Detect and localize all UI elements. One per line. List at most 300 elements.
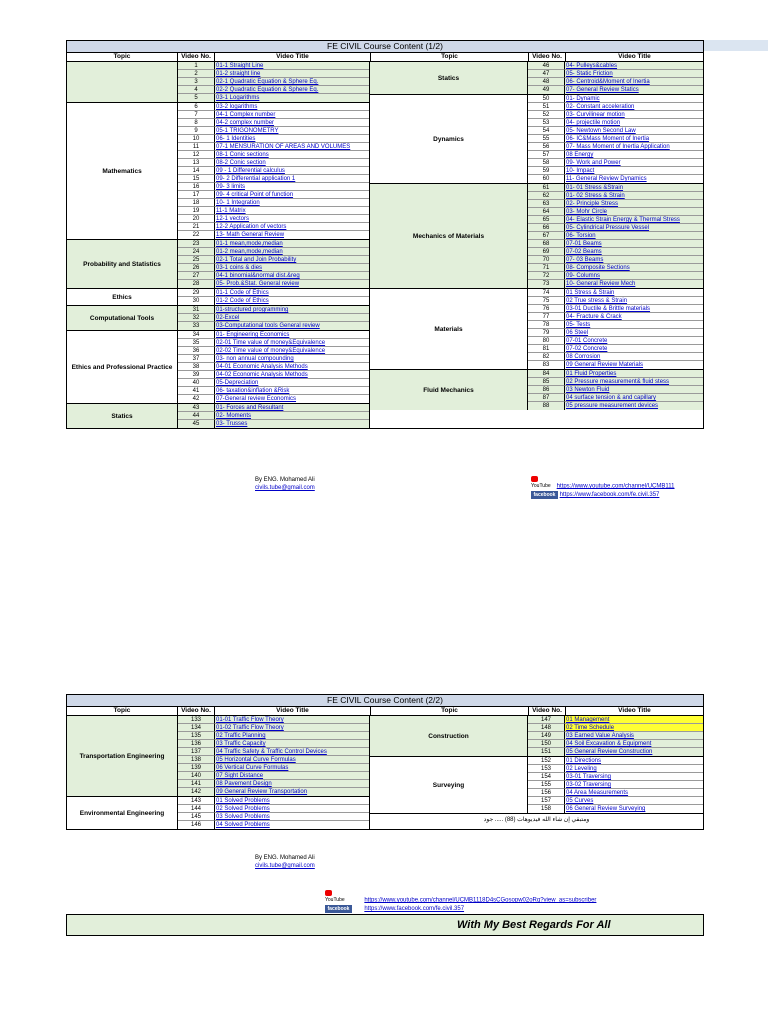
table-row xyxy=(528,305,703,313)
table-row xyxy=(178,78,369,86)
video-title-link[interactable]: 02 Solved Problems xyxy=(215,805,369,813)
topic-group xyxy=(370,95,703,184)
table-row xyxy=(528,740,703,748)
table-row xyxy=(528,208,703,216)
table-row xyxy=(528,313,703,321)
video-number: 65 xyxy=(528,216,565,224)
topic-label: Ethics xyxy=(67,289,178,305)
topic-label: Environmental Engineering xyxy=(67,797,178,829)
video-title-link[interactable]: 05 pressure measurement devices xyxy=(566,403,659,409)
video-title-link[interactable]: 03 Earned Value Analysis xyxy=(565,732,703,740)
video-title-link[interactable]: 04 Area Measurements xyxy=(565,789,703,797)
video-number: 145 xyxy=(178,813,215,821)
course-table-1 xyxy=(66,40,704,429)
col-video-no: Video No. xyxy=(529,707,566,715)
table-row xyxy=(528,240,703,248)
video-number: 143 xyxy=(178,797,215,805)
video-title-link[interactable]: 01 Solved Problems xyxy=(215,797,369,805)
video-title-link[interactable]: 01- Forces and Resultant xyxy=(215,404,369,412)
video-title-link[interactable]: 05- Tests xyxy=(565,321,703,329)
table-row xyxy=(178,159,369,167)
video-number: 48 xyxy=(528,78,565,86)
topic-group xyxy=(370,184,703,289)
video-number: 85 xyxy=(528,378,565,386)
table-row xyxy=(178,740,369,748)
table-row xyxy=(528,748,703,756)
video-title-link[interactable]: 03-1 coins & dies xyxy=(215,264,369,272)
video-title-link[interactable]: 06 Steel xyxy=(565,329,703,337)
table-row xyxy=(528,86,703,94)
video-title-link[interactable]: 09 - 1 Differential calculus xyxy=(215,167,369,175)
video-title-link[interactable]: 02-2 Quadratic Equation & Sphere Eq. xyxy=(215,86,369,94)
video-title-link[interactable]: 04 surface tension & and capillary xyxy=(565,394,703,402)
video-title-link[interactable]: 03- Trusses xyxy=(216,421,248,427)
video-title-link[interactable]: 01-1 Straight Line xyxy=(215,62,369,70)
facebook-icon[interactable]: facebook xyxy=(325,905,352,913)
table-row xyxy=(528,62,703,70)
video-title-link[interactable]: 06 Vertical Curve Formulas xyxy=(215,764,369,772)
table-row xyxy=(178,264,369,272)
video-title-link[interactable]: 01- Engineering Economics xyxy=(215,331,369,339)
video-number: 6 xyxy=(178,103,215,111)
youtube-link[interactable]: https://www.youtube.com/channel/UCMB1118D4sCGosopw02oRg?view_as=subscriber xyxy=(364,897,597,904)
table-row xyxy=(178,306,369,314)
video-title-link[interactable]: 07-01 Beams xyxy=(565,240,703,248)
video-title-link[interactable]: 04-01 Economic Analysis Methods xyxy=(215,363,369,371)
table-row xyxy=(178,127,369,135)
video-number: 155 xyxy=(528,781,565,789)
table-row xyxy=(528,119,703,127)
video-number: 157 xyxy=(528,797,565,805)
table-row xyxy=(178,716,369,724)
video-title-link[interactable]: 05 Horizontal Curve Formulas xyxy=(215,756,369,764)
video-title-link[interactable]: 07-01 Concrete xyxy=(565,337,703,345)
video-number: 152 xyxy=(528,757,565,765)
video-number: 154 xyxy=(528,773,565,781)
video-title-link[interactable]: 12-1 vectors xyxy=(215,215,369,223)
table-title: FE CIVIL Course Content (2/2) xyxy=(67,695,703,707)
video-number: 139 xyxy=(178,764,215,772)
video-number: 60 xyxy=(528,175,565,183)
table-row xyxy=(178,135,369,143)
table-row xyxy=(178,724,369,732)
video-title-link[interactable]: 02-1 Quadratic Equation & Sphere Eq. xyxy=(215,78,369,86)
topic-label: Probability and Statistics xyxy=(67,240,178,288)
author-credit-2 xyxy=(255,854,315,870)
video-number: 140 xyxy=(178,772,215,780)
right-column xyxy=(370,62,703,428)
video-number: 27 xyxy=(178,272,215,280)
video-title-link[interactable]: 05- Newtown Second Law xyxy=(565,127,703,135)
video-title-link[interactable]: 04-2 complex number xyxy=(215,119,369,127)
table-row xyxy=(528,765,703,773)
video-number: 22 xyxy=(178,231,215,239)
video-number: 12 xyxy=(178,151,215,159)
table-row xyxy=(178,363,369,371)
video-title-link[interactable]: 03 Traffic Capacity xyxy=(215,740,369,748)
table-row xyxy=(528,345,703,353)
video-title-link[interactable]: 03-Computational tools General review xyxy=(216,323,320,329)
video-number: 5 xyxy=(178,94,215,102)
topic-label: Ethics and Professional Practice xyxy=(67,331,178,403)
topic-label: Statics xyxy=(67,404,178,428)
video-number: 28 xyxy=(178,280,215,288)
table-row xyxy=(528,757,703,765)
video-title-link[interactable]: 06- Centroid&Moment of Inertia xyxy=(565,78,703,86)
table-row xyxy=(528,216,703,224)
video-number: 81 xyxy=(528,345,565,353)
video-title-link[interactable]: 05- Prob.&Stat. General review xyxy=(216,281,300,287)
table-row xyxy=(178,322,369,330)
table-header xyxy=(67,707,703,716)
video-title-link[interactable]: 12-2 Application of vectors xyxy=(215,223,369,231)
video-number: 13 xyxy=(178,159,215,167)
video-number: 16 xyxy=(178,183,215,191)
topic-group xyxy=(67,716,369,797)
video-title-link[interactable]: 02-02 Time value of money&Equivalence xyxy=(215,347,369,355)
topic-label: Surveying xyxy=(370,757,528,813)
topic-group xyxy=(67,797,369,829)
table-row xyxy=(528,370,703,378)
table-row xyxy=(178,143,369,151)
video-number: 74 xyxy=(528,289,565,297)
video-number: 142 xyxy=(178,788,215,796)
table-row xyxy=(178,379,369,387)
video-title-link[interactable]: 01-2 mean,mode,median xyxy=(215,248,369,256)
video-title-link[interactable]: 04- Fracture & Crack xyxy=(565,313,703,321)
topic-label: Transportation Engineering xyxy=(67,716,178,796)
video-title-link[interactable]: 09- Columns xyxy=(565,272,703,280)
video-number: 158 xyxy=(528,805,565,813)
video-number: 1 xyxy=(178,62,215,70)
video-number: 69 xyxy=(528,248,565,256)
table-row xyxy=(528,361,703,369)
table-row xyxy=(178,70,369,78)
table-row xyxy=(178,813,369,821)
video-title-link[interactable]: 07 Sight Distance xyxy=(215,772,369,780)
table-row xyxy=(178,256,369,264)
topic-label: Mechanics of Materials xyxy=(370,184,528,288)
video-number: 35 xyxy=(178,339,215,347)
table-row xyxy=(178,86,369,94)
video-title-link[interactable]: 08 Pavement Design xyxy=(215,780,369,788)
video-title-link[interactable]: 04 Traffic Safety & Traffic Control Devices xyxy=(215,748,369,756)
social-links-2 xyxy=(325,890,596,913)
video-title-link[interactable]: 07-General review Economics xyxy=(216,396,297,402)
video-number: 52 xyxy=(528,111,565,119)
video-title-link[interactable]: 06 General Review Surveying xyxy=(566,806,646,812)
table-row xyxy=(528,773,703,781)
video-title-link[interactable]: 01 Fluid Properties xyxy=(565,370,703,378)
video-number: 58 xyxy=(528,159,565,167)
video-number: 78 xyxy=(528,321,565,329)
table-row xyxy=(178,797,369,805)
video-number: 20 xyxy=(178,215,215,223)
video-title-link[interactable]: 01-2 Code of Ethics xyxy=(216,298,269,304)
video-title-link[interactable]: 10- General Review Mech xyxy=(566,281,636,287)
table-row xyxy=(528,135,703,143)
video-number: 51 xyxy=(528,103,565,111)
video-number: 150 xyxy=(528,740,565,748)
video-title-link[interactable]: 07-02 Beams xyxy=(565,248,703,256)
video-number: 144 xyxy=(178,805,215,813)
video-title-link[interactable]: 01- 02 Stress & Strain xyxy=(565,192,703,200)
table-row xyxy=(178,772,369,780)
video-title-link[interactable]: 01-1 Code of Ethics xyxy=(215,289,369,297)
video-title-link[interactable]: 03- Mohr Circle xyxy=(565,208,703,216)
video-title-link[interactable]: 07-02 Concrete xyxy=(565,345,703,353)
video-title-link[interactable]: 02- Moments xyxy=(215,412,369,420)
video-number: 83 xyxy=(528,361,565,369)
table-row xyxy=(528,272,703,280)
video-number: 64 xyxy=(528,208,565,216)
col-topic: Topic xyxy=(371,53,529,61)
video-number: 39 xyxy=(178,371,215,379)
video-number: 146 xyxy=(178,821,215,829)
table-row xyxy=(178,119,369,127)
video-title-link[interactable]: 08-1 Conic sections xyxy=(215,151,369,159)
video-title-link[interactable]: 04-1 Complex number xyxy=(215,111,369,119)
facebook-icon[interactable]: facebook xyxy=(531,491,558,499)
video-title-link[interactable]: 05- Static Friction xyxy=(565,70,703,78)
video-number: 67 xyxy=(528,232,565,240)
youtube-link[interactable]: https://www.youtube.com/channel/UCMB111 xyxy=(556,483,675,490)
video-number: 10 xyxy=(178,135,215,143)
video-title-link[interactable]: 11-1 Matrix xyxy=(215,207,369,215)
video-title-link[interactable]: 01 Directions xyxy=(565,757,703,765)
video-number: 50 xyxy=(528,95,565,103)
table-row xyxy=(178,94,369,102)
video-title-link[interactable]: 03-1 Logarithms xyxy=(216,95,260,101)
video-title-link[interactable]: 08 Corrosion xyxy=(565,353,703,361)
topic-group xyxy=(67,240,369,289)
video-number: 18 xyxy=(178,199,215,207)
video-number: 29 xyxy=(178,289,215,297)
table-row xyxy=(528,248,703,256)
video-title-link[interactable]: 05 Curves xyxy=(565,797,703,805)
video-title-link[interactable]: 07-1 MENSURATION OF AREAS AND VOLUMES xyxy=(215,143,369,151)
video-number: 37 xyxy=(178,355,215,363)
table-row xyxy=(528,353,703,361)
video-title-link[interactable]: 04-02 Economic Analysis Methods xyxy=(215,371,369,379)
video-title-link[interactable]: 06- IC&Mass Moment of Inertia xyxy=(565,135,703,143)
video-number: 88 xyxy=(528,402,565,410)
table-row xyxy=(528,151,703,159)
topic-label: Computational Tools xyxy=(67,306,178,330)
video-title-link[interactable]: 02- Principle Stress xyxy=(565,200,703,208)
topic-label: Mathematics xyxy=(67,103,178,239)
youtube-icon[interactable]: YouTube xyxy=(531,476,555,483)
video-number: 42 xyxy=(178,395,215,403)
video-number: 72 xyxy=(528,272,565,280)
col-topic: Topic xyxy=(67,707,178,715)
table-row xyxy=(178,167,369,175)
video-number: 63 xyxy=(528,200,565,208)
video-title-link[interactable]: 09 General Review Transportation xyxy=(216,789,308,795)
video-number: 44 xyxy=(178,412,215,420)
video-title-link[interactable]: 02 Leveling xyxy=(565,765,703,773)
video-title-link[interactable]: 05 General Review Construction xyxy=(566,749,653,755)
video-title-link[interactable]: 01-2 straight line xyxy=(215,70,369,78)
video-title-link[interactable]: 13- Math General Review xyxy=(216,232,285,238)
video-number: 54 xyxy=(528,127,565,135)
table-title: FE CIVIL Course Content (1/2) xyxy=(67,41,703,53)
video-number: 62 xyxy=(528,192,565,200)
video-title-link[interactable]: 03-01 Ductile & Brittle materials xyxy=(565,305,703,313)
video-title-link[interactable]: 05-Depreciation xyxy=(215,379,369,387)
video-title-link[interactable]: 08- Composite Sections xyxy=(565,264,703,272)
video-number: 14 xyxy=(178,167,215,175)
video-title-link[interactable]: 01- 01 Stress &Strain xyxy=(565,184,703,192)
video-title-link[interactable]: 04- Pulleys&cables xyxy=(565,62,703,70)
author-name: By ENG. Mohamed Ali xyxy=(255,855,315,861)
video-title-link[interactable]: 04- Elastic Strain Energy & Thermal Stress xyxy=(565,216,703,224)
video-title-link[interactable]: 02 True stress & Strain xyxy=(565,297,703,305)
video-title-link[interactable]: 04- projectile motion xyxy=(565,119,703,127)
video-title-link[interactable]: 07- Mass Moment of Inertia Application xyxy=(565,143,703,151)
video-title-link[interactable]: 09- Work and Power xyxy=(565,159,703,167)
table-row xyxy=(178,404,369,412)
table-row xyxy=(178,289,369,297)
table-row xyxy=(178,748,369,756)
video-title-link[interactable]: 04-1 binomial&normal dist.&reg xyxy=(215,272,369,280)
video-number: 45 xyxy=(178,420,215,428)
table-row xyxy=(178,215,369,223)
table-row xyxy=(178,183,369,191)
video-title-link[interactable]: 03 Solved Problems xyxy=(215,813,369,821)
table-row xyxy=(528,78,703,86)
table-row xyxy=(178,248,369,256)
video-title-link[interactable]: 03- non annual compounding xyxy=(215,355,369,363)
table-row xyxy=(528,386,703,394)
video-title-link[interactable]: 11- General Review Dynamics xyxy=(566,176,647,182)
video-number: 25 xyxy=(178,256,215,264)
video-title-link[interactable]: 02 Pressure measurement& fluid stess xyxy=(565,378,703,386)
video-title-link[interactable]: 01-01 Traffic Flow Theory xyxy=(215,716,369,724)
video-number: 55 xyxy=(528,135,565,143)
topic-group xyxy=(370,289,703,370)
video-number: 32 xyxy=(178,314,215,322)
author-credit xyxy=(255,476,315,492)
video-title-link[interactable]: 04 Solved Problems xyxy=(216,822,270,828)
video-number: 41 xyxy=(178,387,215,395)
table-row xyxy=(528,167,703,175)
right-groups xyxy=(370,716,703,813)
video-title-link[interactable]: 01- Dynamic xyxy=(565,95,703,103)
table-row xyxy=(528,264,703,272)
video-title-link[interactable]: 02-Excel xyxy=(215,314,369,322)
video-title-link[interactable]: 10- Impact xyxy=(565,167,703,175)
table-row xyxy=(178,199,369,207)
author-email[interactable]: civils.tube@gmail.com xyxy=(255,863,315,869)
video-number: 80 xyxy=(528,337,565,345)
video-title-link[interactable]: 01-structured programming xyxy=(215,306,369,314)
video-title-link[interactable]: 03-02 Traversing xyxy=(565,781,703,789)
table-row xyxy=(528,143,703,151)
table-row xyxy=(528,805,703,813)
video-title-link[interactable]: 03- Curvilinear motion xyxy=(565,111,703,119)
video-number: 136 xyxy=(178,740,215,748)
video-title-link[interactable]: 09 General Review Materials xyxy=(566,362,644,368)
table-row xyxy=(178,314,369,322)
course-table-2 xyxy=(66,694,704,830)
video-number: 9 xyxy=(178,127,215,135)
video-title-link[interactable]: 07- 03 Beams xyxy=(565,256,703,264)
topic-group xyxy=(370,370,703,410)
video-title-link[interactable]: 05-1 TRIGONOMETRY xyxy=(215,127,369,135)
facebook-link[interactable]: https://www.facebook.com/fe.civil.357 xyxy=(364,906,465,913)
video-title-link[interactable]: 01-02 Traffic Flow Theory xyxy=(215,724,369,732)
video-number: 36 xyxy=(178,347,215,355)
video-title-link[interactable]: 05- Cylindrical Pressure Vessel xyxy=(565,224,703,232)
video-title-link[interactable]: 03-01 Traversing xyxy=(565,773,703,781)
video-title-link[interactable]: 09- 4 critical Point of function xyxy=(215,191,369,199)
table-row xyxy=(528,289,703,297)
author-email[interactable]: civils.tube@gmail.com xyxy=(255,485,315,491)
topic-group xyxy=(67,331,369,404)
video-number: 87 xyxy=(528,394,565,402)
video-title-link[interactable]: 06- 1 Identities xyxy=(215,135,369,143)
table-row xyxy=(178,280,369,288)
table-row xyxy=(178,240,369,248)
video-title-link[interactable]: 02 Traffic Planning xyxy=(215,732,369,740)
video-number: 3 xyxy=(178,78,215,86)
video-title-link[interactable]: 01 Stress & Strain xyxy=(565,289,703,297)
table-row xyxy=(178,331,369,339)
video-title-link[interactable]: 02-01 Time value of money&Equivalence xyxy=(215,339,369,347)
table-row xyxy=(178,412,369,420)
video-title-link[interactable]: 09- 2 Differential application 1 xyxy=(215,175,369,183)
facebook-link[interactable]: https://www.facebook.com/fe.civil.357 xyxy=(559,492,660,499)
video-title-link[interactable]: 07- General Review Statics xyxy=(566,87,639,93)
video-title-link[interactable]: 02 Time Schedule xyxy=(565,724,703,732)
table-row xyxy=(528,192,703,200)
video-title-link[interactable]: 10- 1 Integration xyxy=(215,199,369,207)
table-row xyxy=(178,297,369,305)
video-title-link[interactable]: 04 Soil Excavation & Equipment xyxy=(565,740,703,748)
table-row xyxy=(178,62,369,70)
col-video-no: Video No. xyxy=(178,53,215,61)
video-title-link[interactable]: 03 Newton Fluid xyxy=(565,386,703,394)
table-row xyxy=(178,347,369,355)
right-column xyxy=(370,716,703,829)
video-title-link[interactable]: 08-2 Conic section xyxy=(215,159,369,167)
video-title-link[interactable]: 08 Energy xyxy=(565,151,703,159)
video-number: 79 xyxy=(528,329,565,337)
header-strip xyxy=(702,40,768,51)
video-title-link[interactable]: 02-1 Total and Join Probability xyxy=(215,256,369,264)
table-row xyxy=(528,111,703,119)
video-number: 33 xyxy=(178,322,215,330)
video-title-link[interactable]: 06- taxation&inflation &Risk xyxy=(215,387,369,395)
video-number: 19 xyxy=(178,207,215,215)
video-number: 76 xyxy=(528,305,565,313)
table-row xyxy=(528,724,703,732)
video-title-link[interactable]: 09- 3 limits xyxy=(215,183,369,191)
video-title-link[interactable]: 03-2 logarithms xyxy=(215,103,369,111)
table-row xyxy=(528,224,703,232)
video-number: 59 xyxy=(528,167,565,175)
video-title-link[interactable]: 02- Constant acceleration xyxy=(565,103,703,111)
video-title-link[interactable]: 01-1 mean,mode,median xyxy=(215,240,369,248)
youtube-icon[interactable]: YouTube xyxy=(325,890,349,897)
table-row xyxy=(178,191,369,199)
video-number: 57 xyxy=(528,151,565,159)
author-name: By ENG. Mohamed Ali xyxy=(255,477,315,483)
left-column xyxy=(67,62,370,428)
video-title-link[interactable]: 06- Torsion xyxy=(565,232,703,240)
video-title-link[interactable]: 01 Management xyxy=(565,716,703,724)
